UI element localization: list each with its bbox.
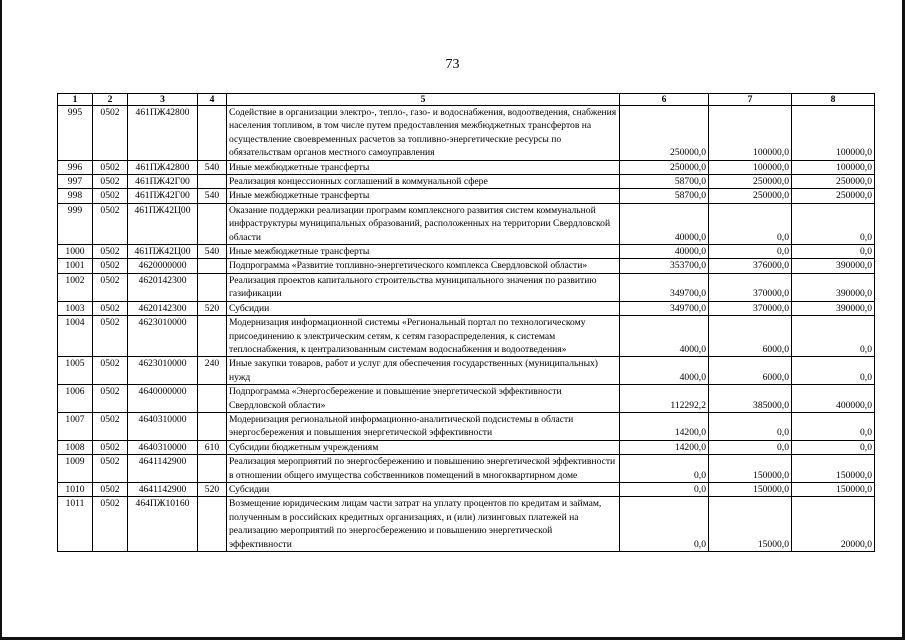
budget-table — [57, 93, 875, 552]
row-number: 1008 — [58, 440, 93, 454]
row-number: 1011 — [58, 497, 93, 552]
item-name: Модернизация региональной информационно-аналитической подсистемы в области энергосбережения и повышения энергетической эффективности — [227, 412, 620, 440]
page-number: 73 — [445, 57, 460, 72]
table-row — [58, 273, 875, 301]
row-number: 1000 — [58, 245, 93, 259]
row-number: 1004 — [58, 316, 93, 357]
expense-type — [198, 455, 227, 483]
item-name: Реализация мероприятий по энергосбережению и повышению энергетической эффективности в отношении общего имущества собственников помещений в многоквартирном доме — [227, 455, 620, 483]
row-number: 995 — [58, 106, 93, 161]
header-col-8: 8 — [792, 94, 875, 106]
amount-col-7: 100000,0 — [709, 160, 792, 174]
table-row — [58, 455, 875, 483]
table-row — [58, 482, 875, 496]
section-code: 0502 — [93, 440, 128, 454]
amount-col-8: 0,0 — [792, 412, 875, 440]
section-code: 0502 — [93, 482, 128, 496]
item-name: Оказание поддержки реализации программ комплексного развития систем коммунальной инфраструктуры муниципальных образований, расположенных на территории Свердловской области — [227, 203, 620, 244]
item-name: Субсидии бюджетным учреждениям — [227, 440, 620, 454]
row-number: 1002 — [58, 273, 93, 301]
target-code: 464ПЖ10160 — [128, 497, 198, 552]
table-row — [58, 301, 875, 315]
amount-col-7: 376000,0 — [709, 259, 792, 273]
amount-col-8: 100000,0 — [792, 106, 875, 161]
amount-col-6: 112292,2 — [620, 385, 709, 413]
amount-col-8: 250000,0 — [792, 175, 875, 189]
section-code: 0502 — [93, 316, 128, 357]
amount-col-7: 100000,0 — [709, 106, 792, 161]
section-code: 0502 — [93, 203, 128, 244]
target-code: 461ПЖ42800 — [128, 160, 198, 174]
target-code: 461ПЖ42Г00 — [128, 175, 198, 189]
item-name: Содействие в организации электро-, тепло-, газо- и водоснабжения, водоотведения, снабжения населения топливом, в том числе путем предоставления межбюджетных трансфертов на осуществление своевременных расчетов за топливно-энергетические ресурсы по обязательствам органов местного самоуправления — [227, 106, 620, 161]
amount-col-8: 250000,0 — [792, 189, 875, 203]
amount-col-7: 385000,0 — [709, 385, 792, 413]
row-number: 1010 — [58, 482, 93, 496]
amount-col-8: 150000,0 — [792, 482, 875, 496]
target-code: 4640000000 — [128, 385, 198, 413]
table-row — [58, 189, 875, 203]
item-name: Подпрограмма «Энергосбережение и повышение энергетической эффективности Свердловской области» — [227, 385, 620, 413]
amount-col-8: 150000,0 — [792, 455, 875, 483]
header-col-4: 4 — [198, 94, 227, 106]
section-code: 0502 — [93, 245, 128, 259]
table-body — [58, 106, 875, 552]
table-row — [58, 175, 875, 189]
amount-col-6: 250000,0 — [620, 160, 709, 174]
amount-col-6: 349700,0 — [620, 273, 709, 301]
amount-col-8: 0,0 — [792, 316, 875, 357]
row-number: 997 — [58, 175, 93, 189]
scan-border-left — [0, 0, 2, 640]
table-row — [58, 203, 875, 244]
row-number: 1007 — [58, 412, 93, 440]
header-row — [58, 94, 875, 106]
amount-col-6: 40000,0 — [620, 245, 709, 259]
amount-col-6: 0,0 — [620, 455, 709, 483]
amount-col-7: 6000,0 — [709, 357, 792, 385]
section-code: 0502 — [93, 175, 128, 189]
row-number: 1005 — [58, 357, 93, 385]
header-col-2: 2 — [93, 94, 128, 106]
expense-type — [198, 175, 227, 189]
section-code: 0502 — [93, 385, 128, 413]
header-col-7: 7 — [709, 94, 792, 106]
expense-type: 520 — [198, 301, 227, 315]
amount-col-6: 349700,0 — [620, 301, 709, 315]
table-row — [58, 440, 875, 454]
expense-type — [198, 385, 227, 413]
target-code: 4623010000 — [128, 357, 198, 385]
table-row — [58, 497, 875, 552]
amount-col-8: 390000,0 — [792, 259, 875, 273]
item-name: Субсидии — [227, 301, 620, 315]
amount-col-7: 0,0 — [709, 412, 792, 440]
amount-col-7: 370000,0 — [709, 301, 792, 315]
expense-type — [198, 497, 227, 552]
row-number: 999 — [58, 203, 93, 244]
amount-col-6: 353700,0 — [620, 259, 709, 273]
row-number: 1006 — [58, 385, 93, 413]
expense-type: 540 — [198, 245, 227, 259]
section-code: 0502 — [93, 273, 128, 301]
table-row — [58, 385, 875, 413]
item-name: Реализация проектов капитального строительства муниципального значения по развитию газификации — [227, 273, 620, 301]
amount-col-6: 14200,0 — [620, 412, 709, 440]
amount-col-7: 370000,0 — [709, 273, 792, 301]
target-code: 461ПЖ42800 — [128, 106, 198, 161]
row-number: 1009 — [58, 455, 93, 483]
table-row — [58, 245, 875, 259]
item-name: Иные межбюджетные трансферты — [227, 189, 620, 203]
amount-col-7: 150000,0 — [709, 455, 792, 483]
amount-col-7: 250000,0 — [709, 175, 792, 189]
amount-col-8: 390000,0 — [792, 301, 875, 315]
section-code: 0502 — [93, 106, 128, 161]
target-code: 4620142300 — [128, 301, 198, 315]
target-code: 4641142900 — [128, 455, 198, 483]
section-code: 0502 — [93, 497, 128, 552]
item-name: Субсидии — [227, 482, 620, 496]
header-col-5: 5 — [227, 94, 620, 106]
item-name: Иные закупки товаров, работ и услуг для обеспечения государственных (муниципальных) нужд — [227, 357, 620, 385]
target-code: 4640310000 — [128, 412, 198, 440]
header-col-6: 6 — [620, 94, 709, 106]
section-code: 0502 — [93, 412, 128, 440]
section-code: 0502 — [93, 301, 128, 315]
expense-type: 240 — [198, 357, 227, 385]
table-row — [58, 106, 875, 161]
amount-col-6: 0,0 — [620, 497, 709, 552]
expense-type — [198, 412, 227, 440]
item-name: Иные межбюджетные трансферты — [227, 160, 620, 174]
target-code: 461ПЖ42Ц00 — [128, 245, 198, 259]
amount-col-8: 0,0 — [792, 245, 875, 259]
amount-col-7: 150000,0 — [709, 482, 792, 496]
section-code: 0502 — [93, 189, 128, 203]
target-code: 4641142900 — [128, 482, 198, 496]
item-name: Иные межбюджетные трансферты — [227, 245, 620, 259]
target-code: 4640310000 — [128, 440, 198, 454]
amount-col-7: 0,0 — [709, 245, 792, 259]
target-code: 4620000000 — [128, 259, 198, 273]
section-code: 0502 — [93, 160, 128, 174]
item-name: Подпрограмма «Развитие топливно-энергетического комплекса Свердловской области» — [227, 259, 620, 273]
amount-col-7: 6000,0 — [709, 316, 792, 357]
amount-col-6: 250000,0 — [620, 106, 709, 161]
section-code: 0502 — [93, 259, 128, 273]
amount-col-7: 0,0 — [709, 203, 792, 244]
expense-type: 610 — [198, 440, 227, 454]
amount-col-8: 100000,0 — [792, 160, 875, 174]
target-code: 4620142300 — [128, 273, 198, 301]
amount-col-6: 58700,0 — [620, 175, 709, 189]
expense-type — [198, 259, 227, 273]
table-row — [58, 160, 875, 174]
row-number: 1003 — [58, 301, 93, 315]
item-name: Модернизация информационной системы «Региональный портал по технологическому присоединению к электрическим сетям, к сетям газораспределения, к системам теплоснабжения, к централизованным системам водоснабжения и водоотведения» — [227, 316, 620, 357]
section-code: 0502 — [93, 455, 128, 483]
amount-col-6: 14200,0 — [620, 440, 709, 454]
target-code: 4623010000 — [128, 316, 198, 357]
row-number: 1001 — [58, 259, 93, 273]
expense-type — [198, 106, 227, 161]
table-row — [58, 357, 875, 385]
amount-col-8: 20000,0 — [792, 497, 875, 552]
amount-col-8: 0,0 — [792, 440, 875, 454]
item-name: Реализация концессионных соглашений в коммунальной сфере — [227, 175, 620, 189]
amount-col-6: 4000,0 — [620, 316, 709, 357]
expense-type — [198, 273, 227, 301]
section-code: 0502 — [93, 357, 128, 385]
expense-type — [198, 316, 227, 357]
amount-col-6: 40000,0 — [620, 203, 709, 244]
amount-col-6: 0,0 — [620, 482, 709, 496]
expense-type: 540 — [198, 160, 227, 174]
table-row — [58, 259, 875, 273]
amount-col-6: 4000,0 — [620, 357, 709, 385]
amount-col-8: 0,0 — [792, 203, 875, 244]
header-col-1: 1 — [58, 94, 93, 106]
table-row — [58, 316, 875, 357]
item-name: Возмещение юридическим лицам части затрат на уплату процентов по кредитам и займам, полученным в российских кредитных организациях, и (или) лизинговых платежей на реализацию мероприятий по энергосбережению и повышению энергетической эффективности — [227, 497, 620, 552]
amount-col-7: 0,0 — [709, 440, 792, 454]
target-code: 461ПЖ42Ц00 — [128, 203, 198, 244]
amount-col-7: 15000,0 — [709, 497, 792, 552]
header-col-3: 3 — [128, 94, 198, 106]
expense-type: 540 — [198, 189, 227, 203]
amount-col-7: 250000,0 — [709, 189, 792, 203]
amount-col-8: 400000,0 — [792, 385, 875, 413]
expense-type — [198, 203, 227, 244]
table-row — [58, 412, 875, 440]
row-number: 998 — [58, 189, 93, 203]
target-code: 461ПЖ42Г00 — [128, 189, 198, 203]
amount-col-6: 58700,0 — [620, 189, 709, 203]
row-number: 996 — [58, 160, 93, 174]
expense-type: 520 — [198, 482, 227, 496]
amount-col-8: 390000,0 — [792, 273, 875, 301]
amount-col-8: 0,0 — [792, 357, 875, 385]
